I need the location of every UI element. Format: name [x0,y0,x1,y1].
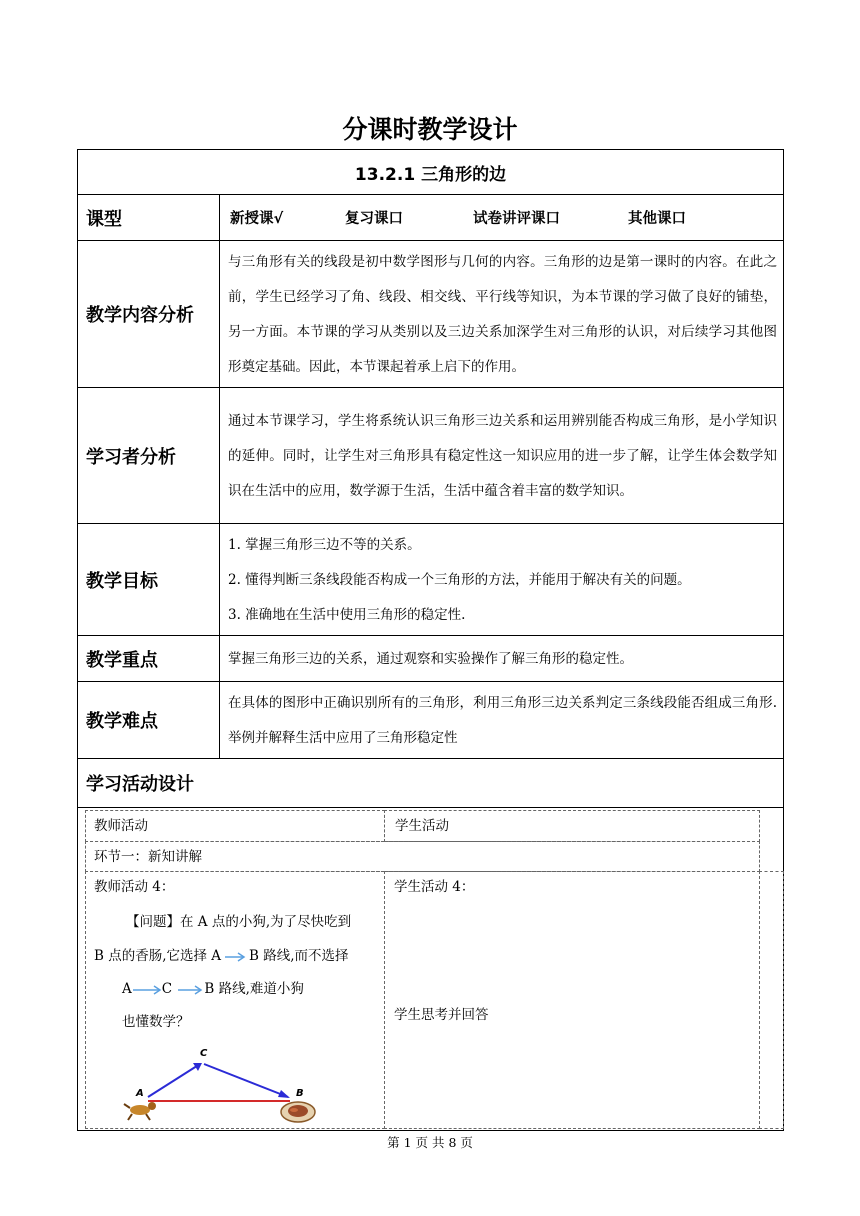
objectives-label: 教学目标 [78,524,220,636]
teacher-activity-header: 教师活动 [85,810,385,842]
course-type-option: 试卷讲评课口 [473,211,560,227]
objective-item: 3. 准确地在生活中使用三角形的稳定性. [228,607,466,623]
section-header: 环节一：新知讲解 [85,841,760,872]
diagram-label-b: B [296,1088,304,1099]
question-line [94,939,349,974]
path-a-to-c [148,1064,200,1097]
sausage-plate-icon [281,1102,315,1122]
objectives-list [220,524,784,636]
path-c-to-b [204,1064,288,1097]
course-type-option: 复习课口 [345,211,403,227]
question-line [122,972,304,1007]
question-text: B 路线,而不选择 [249,948,349,964]
content-analysis-text: 与三角形有关的线段是初中数学图形与几何的内容。三角形的边是第一课时的内容。在此之前，学生已经学习了角、线段、相交线、平行线等知识，为本节课的学习做了良好的铺垫，另一方面。本节课的学习从类别以及三边关系加深学生对三角形的认识，对后续学习其他图形奠定基础。因此，本节课起着承上启下的作用。 [220,241,784,388]
triangle-diagram [118,1044,318,1124]
document-title: 分课时教学设计 [342,115,518,144]
key-points-text: 掌握三角形三边的关系，通过观察和实验操作了解三角形的稳定性。 [220,636,784,682]
course-type-option: 新授课√ [230,211,284,227]
page-number: 第 1 页 共 8 页 [387,1135,473,1150]
course-type-options [220,195,784,241]
difficulties-label: 教学难点 [78,682,220,759]
objective-item: 2. 懂得判断三条线段能否构成一个三角形的方法，并能用于解决有关的问题。 [228,572,691,588]
lesson-design-table [77,149,784,1131]
diagram-label-c: C [200,1048,208,1059]
question-line: 也懂数学？ [122,1014,190,1030]
course-type-label: 课型 [78,195,220,241]
spacer-cell [759,871,784,1129]
student-activity-header: 学生活动 [384,810,760,842]
lesson-title: 13.2.1 三角形的边 [78,150,784,195]
point-label: C [161,981,173,997]
objective-item: 1. 掌握三角形三边不等的关系。 [228,537,421,553]
learner-analysis-text: 通过本节课学习，学生将系统认识三角形三边关系和运用辨别能否构成三角形，是小学知识的延伸。同时，让学生对三角形具有稳定性这一知识应用的进一步了解，让学生体会数学知识在生活中的应用，数学源于生活，生活中蕴含着丰富的数学知识。 [220,388,784,524]
arrow-right-icon [223,951,247,963]
arrow-right-icon [132,984,162,996]
point-label: A [122,981,132,997]
content-analysis-label: 教学内容分析 [78,241,220,388]
difficulties-text: 在具体的图形中正确识别所有的三角形，利用三角形三边关系判定三条线段能否组成三角形. 举例并解释生活中应用了三角形稳定性 [220,682,784,759]
diagram-label-a: A [136,1088,144,1099]
question-text: B 点的香肠,它选择 A [94,948,222,964]
activity-table-cell [78,808,784,1131]
arrow-right-icon [176,984,204,996]
arrowhead-icon [278,1090,290,1098]
course-type-option: 其他课口 [628,211,686,227]
activity-table [78,808,783,1130]
question-text: B 路线,难道小狗 [204,981,304,997]
learner-analysis-label: 学习者分析 [78,388,220,524]
student-answer: 学生思考并回答 [394,1007,489,1023]
student-activity-title: 学生活动 4： [394,879,475,895]
dog-icon [124,1102,156,1120]
key-points-label: 教学重点 [78,636,220,682]
activity-design-label: 学习活动设计 [78,759,784,808]
teacher-activity-title: 教师活动 4： [94,879,175,895]
question-line: 【问题】在 A 点的小狗,为了尽快吃到 [126,914,352,930]
